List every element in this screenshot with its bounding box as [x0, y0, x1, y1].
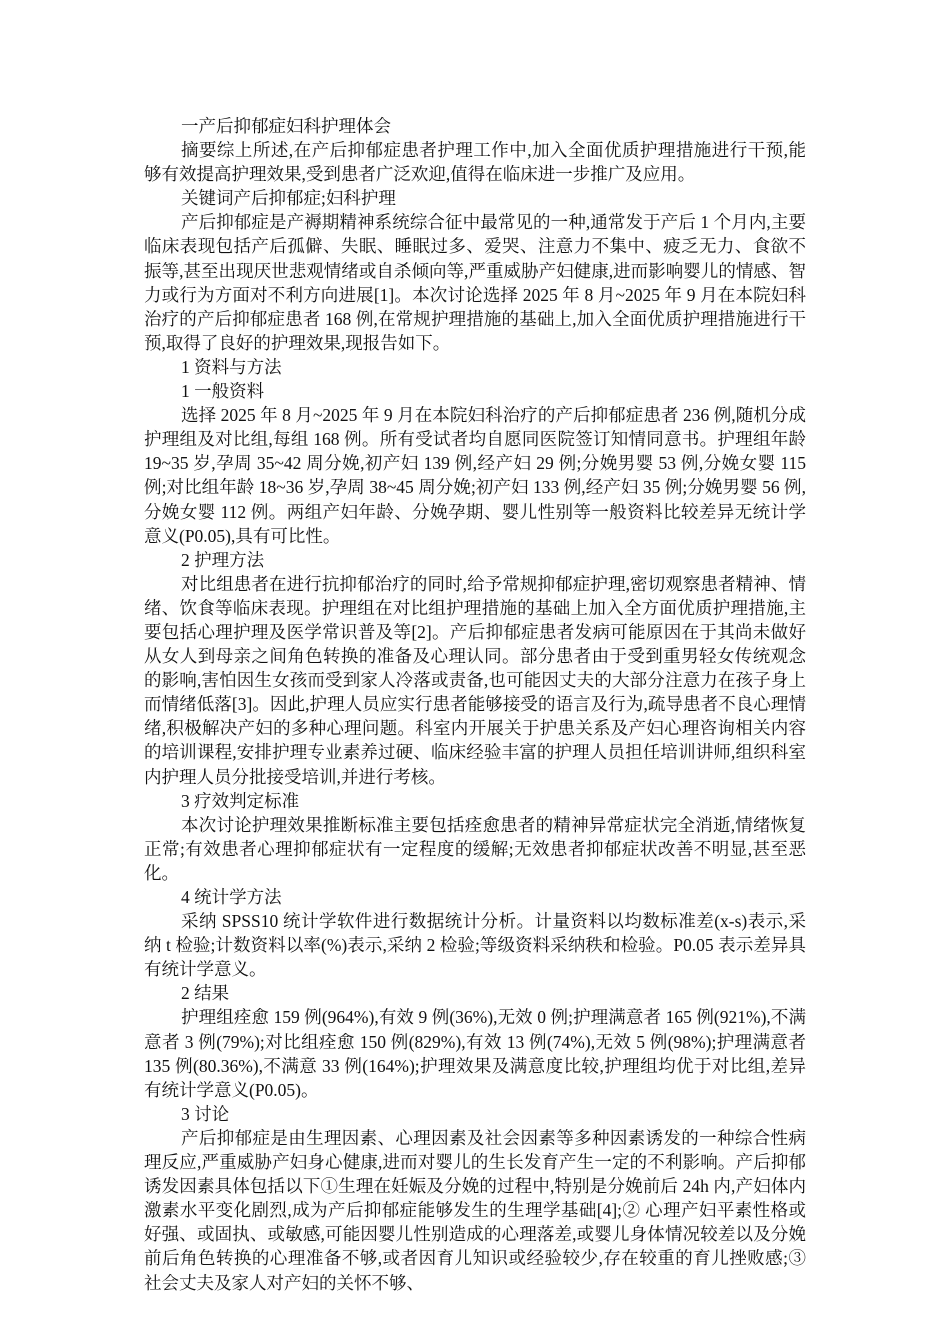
intro-paragraph: 产后抑郁症是产褥期精神系统综合征中最常见的一种,通常发于产后 1 个月内,主要临床表现包括产后孤僻、失眠、睡眠过多、爱哭、注意力不集中、疲乏无力、食欲不振等,甚至出现厌世悲观情绪或自杀倾向等,严重威胁产妇健康,进而影响婴儿的情感、智力或行为方面对不利方向进展[1]。本次讨论选择 2025 年 8 月~2025 年 9 月在本院妇科治疗的产后抑郁症患者 168 例,在常规护理措施的基础上,加入全面优质护理措施进行干预,取得了良好的护理效果,现报告如下。 [144, 212, 806, 353]
results-paragraph: 护理组痊愈 159 例(964%),有效 9 例(36%),无效 0 例;护理满意者 165 例(921%),不满意者 3 例(79%);对比组痊愈 150 例(829%),有效 13 例(74%),无效 5 例(98%);护理满意者 135 例(80.36%),不满意 33 例(164%);护理效果及满意度比较,护理组均优于对比组,差异有统计学意义(P0.05)。 [144, 1007, 806, 1100]
nursing-methods-paragraph: 对比组患者在进行抗抑郁治疗的同时,给予常规抑郁症护理,密切观察患者精神、情绪、饮食等临床表现。护理组在对比组护理措施的基础上加入全方面优质护理措施,主要包括心理护理及医学常识普及等[2]。产后抑郁症患者发病可能原因在于其尚未做好从女人到母亲之间角色转换的准备及心理认同。部分患者由于受到重男轻女传统观念的影响,害怕因生女孩而受到家人冷落或责备,也可能因丈夫的大部分注意力在孩子身上而情绪低落[3]。因此,护理人员应实行患者能够接受的语言及行为,疏导患者不良心理情绪,积极解决产妇的多种心理问题。科室内开展关于护患关系及产妇心理咨询相关内容的培训课程,安排护理专业素养过硬、临床经验丰富的护理人员担任培训讲师,组织科室内护理人员分批接受培训,并进行考核。 [144, 573, 806, 787]
section-heading-results: 2 结果 [181, 983, 230, 1004]
general-data-paragraph: 选择 2025 年 8 月~2025 年 9 月在本院妇科治疗的产后抑郁症患者 236 例,随机分成护理组及对比组,每组 168 例。所有受试者均自愿同医院签订知情同意书。护理组年龄 19~35 岁,孕周 35~42 周分娩,初产妇 139 例,经产妇 29 例;分娩男婴 53 例,分娩女婴 115 例;对比组年龄 18~36 岁,孕周 38~45 周分娩;初产妇 133 例,经产妇 35 例;分娩男婴 56 例,分娩女婴 112 例。两组产妇年龄、分娩孕期、婴儿性别等一般资料比较差异无统计学意义(P0.05),具有可比性。 [144, 405, 806, 546]
abstract-paragraph: 摘要综上所述,在产后抑郁症患者护理工作中,加入全面优质护理措施进行干预,能够有效提高护理效果,受到患者广泛欢迎,值得在临床进一步推广及应用。 [144, 140, 806, 185]
subheading-statistics: 4 统计学方法 [181, 887, 282, 907]
statistics-paragraph: 采纳 SPSS10 统计学软件进行数据统计分析。计量资料以均数标准差(x-s)表示,采纳 t 检验;计数资料以率(%)表示,采纳 2 检验;等级资料采纳秩和检验。P0.05 表示差异具有统计学意义。 [144, 911, 806, 980]
discussion-paragraph: 产后抑郁症是由生理因素、心理因素及社会因素等多种因素诱发的一种综合性病理反应,严重威胁产妇身心健康,进而对婴儿的生长发育产生一定的不利影响。产后抑郁诱发因素具体包括以下①生理在妊娠及分娩的过程中,特别是分娩前后 24h 内,产妇体内激素水平变化剧烈,成为产后抑郁症能够发生的生理学基础[4];② 心理产妇平素性格或好强、或固执、或敏感,可能因婴儿性别造成的心理落差,或婴儿身体情况较差以及分娩前后角色转换的心理准备不够,或者因育儿知识或经验较少,存在较重的育儿挫败感;③ 社会丈夫及家人对产妇的关怀不够、 [144, 1127, 806, 1293]
section-heading-discussion: 3 讨论 [181, 1103, 230, 1124]
section-heading-materials-methods: 1 资料与方法 [181, 356, 282, 377]
efficacy-criteria-paragraph: 本次讨论护理效果推断标准主要包括痊愈患者的精神异常症状完全消逝,情绪恢复正常;有效患者心理抑郁症状有一定程度的缓解;无效患者抑郁症状改善不明显,甚至恶化。 [144, 814, 806, 883]
subheading-efficacy-criteria: 3 疗效判定标准 [181, 790, 300, 811]
subheading-general-data: 1 一般资料 [181, 381, 265, 402]
keywords-line: 关键词产后抑郁症;妇科护理 [181, 188, 396, 209]
document-body [144, 114, 806, 1295]
document-title: 一产后抑郁症妇科护理体会 [181, 116, 391, 136]
subheading-nursing-methods: 2 护理方法 [181, 549, 265, 570]
